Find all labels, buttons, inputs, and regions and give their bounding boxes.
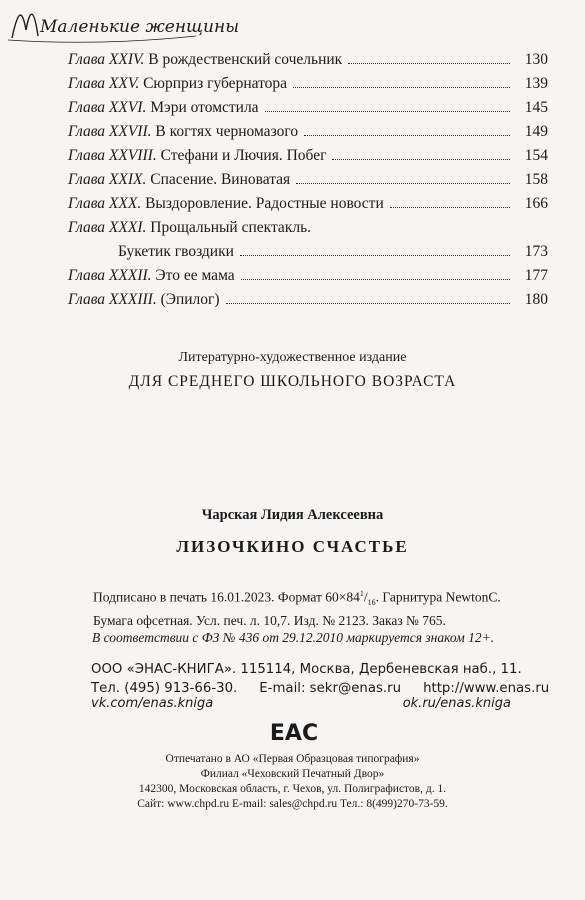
page-number: 173 xyxy=(524,243,548,260)
toc-entry xyxy=(68,192,548,216)
chapter-number: Глава XXXI. xyxy=(68,219,147,236)
toc-entry xyxy=(68,168,548,192)
toc-entry xyxy=(68,120,548,144)
page-number: 130 xyxy=(524,51,548,68)
chapter-number: Глава XXV. xyxy=(68,75,140,92)
chapter-number: Глава XXX. xyxy=(68,195,142,212)
toc-entry xyxy=(68,216,548,264)
chapter-title: В рождественский сочельник xyxy=(148,51,343,68)
chapter-number: Глава XXXIII. xyxy=(68,291,157,308)
eac-certification-mark xyxy=(269,716,319,746)
chapter-title: Спасение. Виноватая xyxy=(150,171,291,188)
chapter-number: Глава XXVI. xyxy=(68,99,147,116)
chapter-title: Прощальный спектакль. xyxy=(150,219,312,236)
chapter-number: Глава XXIX. xyxy=(68,171,147,188)
chapter-title: Сюрприз губернатора xyxy=(143,75,288,92)
page-number: 180 xyxy=(524,291,548,308)
publisher-website[interactable]: http://www.enas.ru xyxy=(423,681,550,696)
ok-link[interactable]: ok.ru/enas.kniga xyxy=(402,696,511,711)
age-group: ДЛЯ СРЕДНЕГО ШКОЛЬНОГО ВОЗРАСТА xyxy=(128,373,457,390)
page-number: 158 xyxy=(524,171,548,188)
imprint-details: Подписано в печать 16.01.2023. Формат $60\times 84^1/_{16}$. Гарнитура NewtonC. Бумага офсетная. Усл. печ. л. 10,7. Изд. № 2123. Заказ № 765. xyxy=(93,589,501,629)
table-of-contents xyxy=(68,48,548,312)
book-title: ЛИЗОЧКИНО СЧАСТЬЕ xyxy=(176,537,409,556)
page-number: 154 xyxy=(524,147,548,164)
author-name: Чарская Лидия Алексеевна xyxy=(201,507,384,523)
chapter-title: Выздоровление. Радостные новости xyxy=(145,195,384,212)
vk-link[interactable]: vk.com/enas.kniga xyxy=(91,696,214,711)
age-rating-law: В соответствии с ФЗ № 436 от 29.12.2010 маркируется знаком 12+. xyxy=(92,630,495,645)
chapter-number: Глава XXVIII. xyxy=(68,147,157,164)
chapter-number: Глава XXVII. xyxy=(68,123,152,140)
chapter-title-continued: Букетик гвоздики xyxy=(118,243,234,260)
page-number: 177 xyxy=(524,267,548,284)
chapter-number: Глава XXIV. xyxy=(68,51,145,68)
toc-entry xyxy=(68,72,548,96)
toc-entry xyxy=(68,48,548,72)
svg-text:EAC: EAC xyxy=(269,721,319,746)
chapter-title: Стефани и Лючия. Побег xyxy=(160,147,327,164)
series-logo xyxy=(0,0,240,50)
edition-type: Литературно-художественное издание xyxy=(178,350,407,365)
toc-entry xyxy=(68,144,548,168)
chapter-title: (Эпилог) xyxy=(160,291,220,308)
chapter-title: Это ее мама xyxy=(155,267,235,284)
toc-entry xyxy=(68,96,548,120)
series-logo-text: Маленькие женщины xyxy=(40,17,240,37)
page-number: 149 xyxy=(524,123,548,140)
publisher-email[interactable]: E-mail: sekr@enas.ru xyxy=(259,681,402,696)
toc-entry xyxy=(68,264,548,288)
social-links xyxy=(91,696,511,711)
chapter-number: Глава XXXII. xyxy=(68,267,152,284)
toc-entry xyxy=(68,288,548,312)
printer-info: Отпечатано в АО «Первая Образцовая типография» Филиал «Чеховский Печатный Двор» 142300, Московская область, г. Чехов, ул. Полиграфистов, д. 1. Сайт: www.chpd.ru E-mail: sales@chpd.ru Тел.: 8(499)270-73-59. xyxy=(137,753,448,810)
chapter-title: Мэри отомстила xyxy=(150,99,259,116)
page-number: 145 xyxy=(524,99,548,116)
page-number: 166 xyxy=(524,195,548,212)
chapter-title: В когтях черномазого xyxy=(155,123,299,140)
publisher-info: ООО «ЭНАС-КНИГА». 115114, Москва, Дербеневская наб., 11. Тел. (495) 913-66-30. E-mail: sekr@enas.ru http://www.enas.ru xyxy=(91,662,550,696)
page-number: 139 xyxy=(524,75,548,92)
